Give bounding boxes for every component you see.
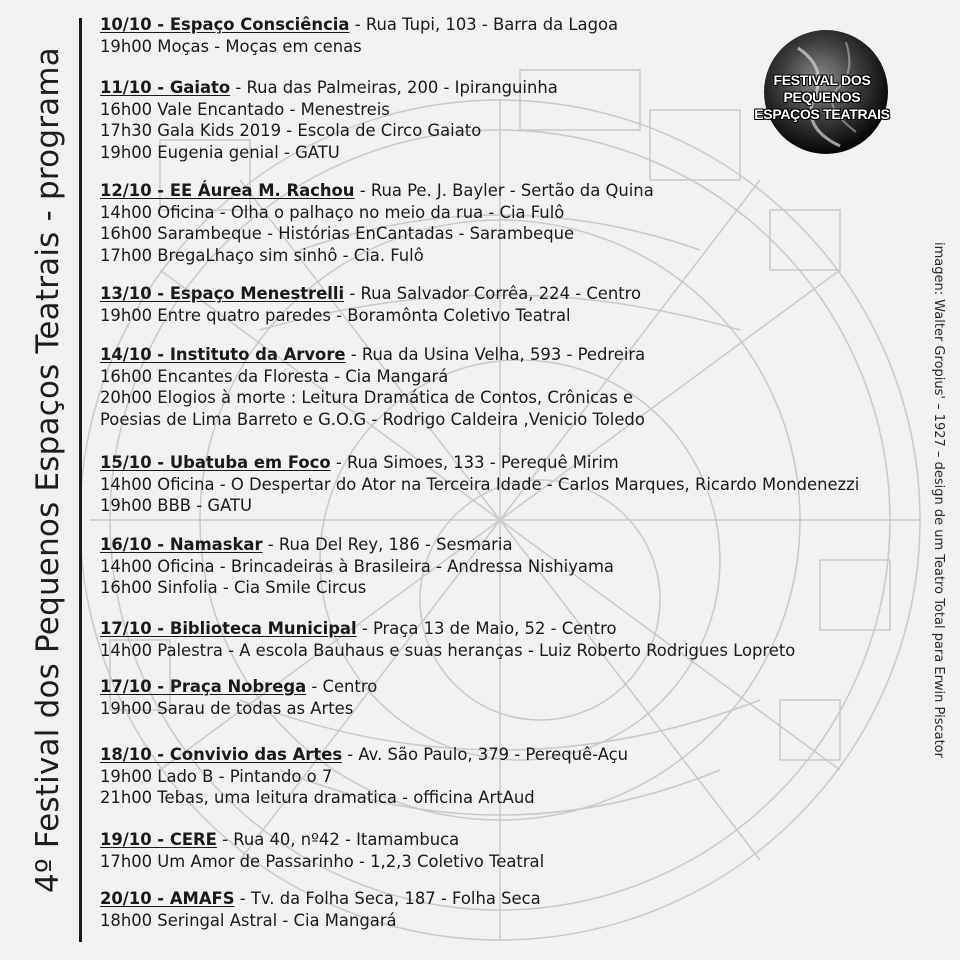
event-address: - Rua da Usina Velha, 593 - Pedreira <box>345 345 646 364</box>
event-address: - Rua Simoes, 133 - Perequê Mirim <box>330 453 619 472</box>
event-title: 15/10 - Ubatuba em Foco <box>100 453 331 472</box>
festival-title: 4º Festival dos Pequenos Espaços Teatrais - programa <box>30 47 66 893</box>
event-address: - Rua 40, nº42 - Itamambuca <box>216 830 460 849</box>
event-title: 20/10 - AMAFS <box>100 889 235 908</box>
image-credit: imagen: Walter Gropius' – 1927 – design de um Teatro Total para Erwin Piscator <box>931 242 946 758</box>
event-item: 19h00 Eugenia genial - GATU <box>100 142 340 162</box>
event-title: 10/10 - Espaço Consciência <box>100 15 350 34</box>
event-address: - Centro <box>306 677 378 696</box>
event-title: 12/10 - EE Áurea M. Rachou <box>100 181 355 200</box>
event-header <box>100 180 920 202</box>
event-item: 16h00 Encantes da Floresta - Cia Mangará <box>100 366 449 386</box>
event-block <box>100 283 920 326</box>
event-title: 11/10 - Gaiato <box>100 78 231 97</box>
event-title: 16/10 - Namaskar <box>100 535 263 554</box>
event-block <box>100 344 920 430</box>
event-header <box>100 888 920 910</box>
event-title: 17/10 - Praça Nobrega <box>100 677 307 696</box>
event-header <box>100 452 920 474</box>
logo-line-2: ESPAÇOS TEATRAIS <box>754 106 890 122</box>
event-block <box>100 829 920 872</box>
event-address: - Tv. da Folha Seca, 187 - Folha Seca <box>234 889 541 908</box>
event-header <box>100 618 920 640</box>
vertical-title-container <box>28 30 68 910</box>
event-title: 13/10 - Espaço Menestrelli <box>100 284 345 303</box>
event-header <box>100 77 920 99</box>
event-header <box>100 14 920 36</box>
event-item: 19h00 Entre quatro paredes - Boramônta Coletivo Teatral <box>100 305 571 325</box>
event-header <box>100 744 920 766</box>
event-item: 14h00 Oficina - O Despertar do Ator na Terceira Idade - Carlos Marques, Ricardo Mondenezzi <box>100 474 860 494</box>
event-header <box>100 829 920 851</box>
event-title: 19/10 - CERE <box>100 830 217 849</box>
event-block <box>100 180 920 266</box>
image-credit-container <box>924 180 952 820</box>
event-item: 14h00 Oficina - Olha o palhaço no meio da rua - Cia Fulô <box>100 202 565 222</box>
event-block <box>100 452 920 517</box>
event-item: 17h30 Gala Kids 2019 - Escola de Circo Gaiato <box>100 121 482 140</box>
event-item: 17h00 BregaLhaço sim sinhô - Cia. Fulô <box>100 245 424 265</box>
event-address: - Rua Del Rey, 186 - Sesmaria <box>262 535 513 554</box>
event-address: - Rua das Palmeiras, 200 - Ipiranguinha <box>230 78 558 97</box>
event-block <box>100 534 920 599</box>
event-item: 19h00 BBB - GATU <box>100 496 253 515</box>
event-header <box>100 283 920 305</box>
event-item: 16h00 Sinfolia - Cia Smile Circus <box>100 578 367 597</box>
event-address: - Rua Salvador Corrêa, 224 - Centro <box>344 284 642 303</box>
event-block <box>100 77 920 163</box>
event-item: 14h00 Palestra - A escola Bauhaus e suas heranças - Luiz Roberto Rodrigues Lopreto <box>100 640 796 660</box>
event-item: 19h00 Sarau de todas as Artes <box>100 698 354 718</box>
event-item: 16h00 Vale Encantado - Menestreis <box>100 99 390 119</box>
event-item: 19h00 Lado B - Pintando o 7 <box>100 766 333 786</box>
event-address: - Rua Tupi, 103 - Barra da Lagoa <box>349 15 619 34</box>
event-block <box>100 14 920 57</box>
event-address: - Av. São Paulo, 379 - Perequê-Açu <box>342 745 629 764</box>
event-address: - Praça 13 de Maio, 52 - Centro <box>356 619 617 638</box>
event-item: 18h00 Seringal Astral - Cia Mangará <box>100 910 397 930</box>
event-header <box>100 676 920 698</box>
event-item: 20h00 Elogios à morte : Leitura Dramática de Contos, Crônicas e <box>100 388 634 407</box>
event-block <box>100 618 920 661</box>
event-title: 17/10 - Biblioteca Municipal <box>100 619 357 638</box>
event-block <box>100 888 920 931</box>
event-item: 17h00 Um Amor de Passarinho - 1,2,3 Coletivo Teatral <box>100 851 545 871</box>
event-title: 18/10 - Convivio das Artes <box>100 745 343 764</box>
event-item: 14h00 Oficina - Brincadeiras à Brasileira - Andressa Nishiyama <box>100 556 614 576</box>
event-block <box>100 744 920 809</box>
event-item: Poesias de Lima Barreto e G.O.G - Rodrigo Caldeira ,Venicio Toledo <box>100 409 645 429</box>
logo-line-1: FESTIVAL DOS PEQUENOS <box>773 72 871 105</box>
title-divider-line <box>79 18 82 942</box>
event-item: 16h00 Sarambeque - Histórias EnCantadas - Sarambeque <box>100 224 575 243</box>
event-header <box>100 534 920 556</box>
event-header <box>100 344 920 366</box>
event-item: 19h00 Moças - Moças em cenas <box>100 36 362 56</box>
event-item: 21h00 Tebas, uma leitura dramatica - officina ArtAud <box>100 788 535 807</box>
event-title: 14/10 - Instituto da Arvore <box>100 345 346 364</box>
event-address: - Rua Pe. J. Bayler - Sertão da Quina <box>354 181 654 200</box>
event-block <box>100 676 920 719</box>
